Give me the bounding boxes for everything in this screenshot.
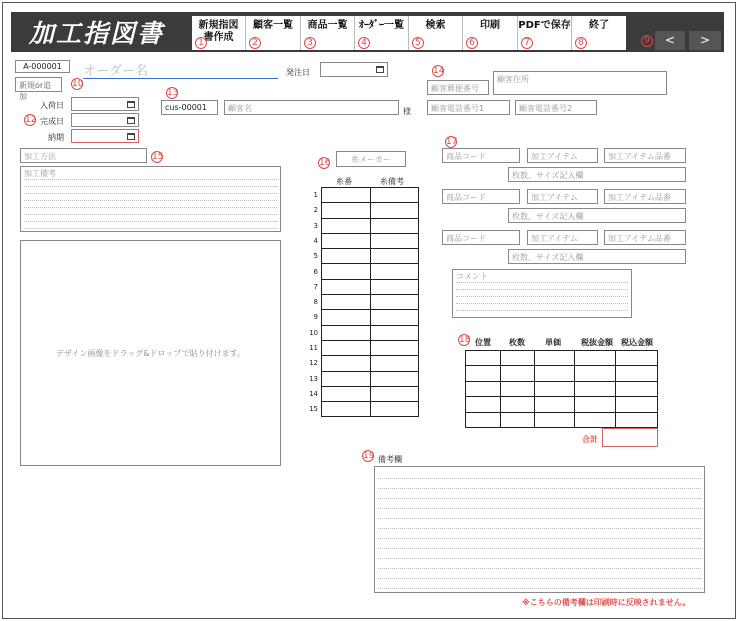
callout-5: 5 xyxy=(412,37,424,49)
thread-row-number: 11 xyxy=(309,344,318,352)
callout-3: 3 xyxy=(304,37,316,49)
pricing-cell[interactable] xyxy=(534,412,575,427)
product-code-input[interactable]: 商品コード xyxy=(442,189,520,204)
callout-16: 16 xyxy=(319,158,331,168)
pricing-cell[interactable] xyxy=(575,351,616,366)
thread-row[interactable] xyxy=(322,264,419,279)
deadline-input[interactable] xyxy=(71,129,139,143)
product-item-number-input[interactable]: 加工アイテム品番 xyxy=(604,230,686,245)
thread-row[interactable] xyxy=(322,233,419,248)
thread-notes-cell[interactable] xyxy=(370,386,419,401)
pricing-cell[interactable] xyxy=(616,366,658,381)
product-item-number-input[interactable]: 加工アイテム品番 xyxy=(604,148,686,163)
thread-notes-cell[interactable] xyxy=(370,340,419,355)
thread-notes-cell[interactable] xyxy=(370,249,419,264)
callout-7: 7 xyxy=(521,37,533,49)
order-list-button[interactable]: ｵｰﾀﾞｰ一覧 4 xyxy=(355,16,409,50)
pricing-table[interactable] xyxy=(465,350,658,428)
thread-row-number: 9 xyxy=(313,313,318,322)
thread-notes-cell[interactable] xyxy=(370,402,419,417)
thread-notes-cell[interactable] xyxy=(370,356,419,371)
order-id-field[interactable]: A-000001 xyxy=(15,60,70,73)
exit-button[interactable]: 終了 8 xyxy=(572,16,626,50)
product-code-input[interactable]: 商品コード xyxy=(442,148,520,163)
callout-15: 15 xyxy=(152,152,164,162)
pricing-cell[interactable] xyxy=(575,412,616,427)
thread-row-number: 7 xyxy=(313,282,318,291)
pricing-cell[interactable] xyxy=(534,351,575,366)
calendar-icon[interactable] xyxy=(127,101,135,108)
thread-row-number: 3 xyxy=(313,221,318,230)
remarks-note: ※こちらの備考欄は印刷時に反映されません。 xyxy=(522,598,691,607)
thread-number-cell[interactable] xyxy=(322,386,371,401)
thread-row-number: 13 xyxy=(309,374,318,383)
pricing-cell[interactable] xyxy=(534,381,575,396)
callout-13: 13 xyxy=(167,88,179,98)
callout-17: 17 xyxy=(446,137,458,147)
thread-number-cell[interactable] xyxy=(322,356,371,371)
thread-number-cell[interactable] xyxy=(322,249,371,264)
thread-row[interactable] xyxy=(322,203,419,218)
pricing-row[interactable] xyxy=(466,397,658,412)
thread-number-cell[interactable] xyxy=(322,325,371,340)
calendar-icon[interactable] xyxy=(127,117,135,124)
completion-date-input[interactable] xyxy=(71,113,139,127)
product-item-number-input[interactable]: 加工アイテム品番 xyxy=(604,189,686,204)
pricing-row[interactable] xyxy=(466,381,658,396)
thread-row-number: 14 xyxy=(309,389,318,398)
callout-4: 4 xyxy=(358,37,370,49)
order-date-label: 発注日 xyxy=(286,68,310,77)
thread-row[interactable] xyxy=(322,310,419,325)
pricing-cell[interactable] xyxy=(500,397,534,412)
design-image-dropzone[interactable]: デザイン画像をドラッグ&ドロップで貼り付けます。 xyxy=(20,240,281,466)
pricing-cell[interactable] xyxy=(575,397,616,412)
order-date-input[interactable] xyxy=(320,62,388,77)
product-item-input[interactable]: 加工アイテム xyxy=(527,148,598,163)
thread-row-number: 6 xyxy=(313,267,318,276)
total-label: 合計 xyxy=(582,435,598,444)
pricing-cell[interactable] xyxy=(616,412,658,427)
customer-phone1-input[interactable]: 顧客電話番号1 xyxy=(427,100,510,115)
thread-number-cell[interactable] xyxy=(322,188,371,203)
order-name-input[interactable]: オーダー名 xyxy=(83,60,278,79)
price-col-position: 位置 xyxy=(475,338,491,347)
print-button[interactable]: 印刷 6 xyxy=(463,16,518,50)
product-code-input[interactable]: 商品コード xyxy=(442,230,520,245)
thread-notes-cell[interactable] xyxy=(370,295,419,310)
pricing-row[interactable] xyxy=(466,351,658,366)
thread-maker-input[interactable]: 糸メーカー xyxy=(336,151,406,167)
pricing-cell[interactable] xyxy=(616,351,658,366)
callout-1: 1 xyxy=(195,37,207,49)
product-item-input[interactable]: 加工アイテム xyxy=(527,189,598,204)
price-col-qty: 枚数 xyxy=(509,338,525,347)
thread-row[interactable] xyxy=(322,279,419,294)
thread-notes-header: 糸備考 xyxy=(380,177,404,186)
customer-postal-input[interactable]: 顧客郵便番号 xyxy=(427,80,489,95)
pricing-cell[interactable] xyxy=(466,366,501,381)
callout-10: 10 xyxy=(72,79,84,89)
thread-row-number: 10 xyxy=(309,328,318,337)
thread-notes-cell[interactable] xyxy=(370,233,419,248)
pricing-cell[interactable] xyxy=(500,366,534,381)
pricing-cell[interactable] xyxy=(575,366,616,381)
save-pdf-button[interactable]: PDFで保存 7 xyxy=(518,16,572,50)
pricing-cell[interactable] xyxy=(466,381,501,396)
thread-row[interactable] xyxy=(322,295,419,310)
completion-date-label: 完成日 xyxy=(40,117,64,126)
thread-row-number: 4 xyxy=(313,236,318,245)
processing-method-input[interactable]: 加工方法 xyxy=(20,148,147,163)
callout-19: 19 xyxy=(363,451,375,461)
total-field[interactable] xyxy=(602,428,658,447)
thread-notes-cell[interactable] xyxy=(370,310,419,325)
pricing-cell[interactable] xyxy=(500,351,534,366)
thread-row-number: 8 xyxy=(313,298,318,307)
thread-row[interactable] xyxy=(322,402,419,417)
callout-12: 12 xyxy=(25,115,37,125)
product-item-input[interactable]: 加工アイテム xyxy=(527,230,598,245)
thread-number-header: 糸番 xyxy=(336,177,352,186)
thread-number-cell[interactable] xyxy=(322,310,371,325)
pricing-cell[interactable] xyxy=(466,351,501,366)
pricing-cell[interactable] xyxy=(575,381,616,396)
thread-notes-cell[interactable] xyxy=(370,203,419,218)
thread-notes-cell[interactable] xyxy=(370,264,419,279)
previous-record-button[interactable]: < xyxy=(655,31,685,50)
thread-row[interactable] xyxy=(322,249,419,264)
thread-number-cell[interactable] xyxy=(322,233,371,248)
processing-notes-textarea[interactable]: 加工備考 xyxy=(20,166,281,232)
arrival-date-input[interactable] xyxy=(71,97,139,111)
deadline-label: 納期 xyxy=(48,133,64,142)
pricing-cell[interactable] xyxy=(466,397,501,412)
customer-code-field[interactable]: cus-00001 xyxy=(161,100,218,115)
thread-row-number: 1 xyxy=(313,191,318,199)
price-col-excl-tax: 税抜金額 xyxy=(581,338,613,347)
callout-6: 6 xyxy=(466,37,478,49)
thread-number-cell[interactable] xyxy=(322,295,371,310)
thread-number-cell[interactable] xyxy=(322,279,371,294)
thread-row[interactable] xyxy=(322,356,419,371)
pricing-row[interactable] xyxy=(466,412,658,427)
thread-number-cell[interactable] xyxy=(322,264,371,279)
next-record-button[interactable]: > xyxy=(689,31,721,50)
remarks-label: 備考欄 xyxy=(378,455,402,464)
thread-notes-cell[interactable] xyxy=(370,188,419,203)
thread-row-number: 2 xyxy=(313,206,318,215)
new-order-button[interactable]: 新規指図書作成 1 xyxy=(192,16,246,50)
callout-14: 14 xyxy=(433,66,445,76)
thread-notes-cell[interactable] xyxy=(370,279,419,294)
remarks-textarea[interactable] xyxy=(374,466,705,593)
customer-address-input[interactable]: 顧客住所 xyxy=(493,71,667,95)
arrival-date-label: 入荷日 xyxy=(40,101,64,110)
pricing-cell[interactable] xyxy=(616,381,658,396)
thread-row[interactable] xyxy=(322,188,419,203)
pricing-row[interactable] xyxy=(466,366,658,381)
thread-notes-cell[interactable] xyxy=(370,371,419,386)
pricing-cell[interactable] xyxy=(534,397,575,412)
order-status-field[interactable]: 新規or追加 xyxy=(15,77,62,92)
customer-name-input[interactable]: 顧客名 xyxy=(224,100,399,115)
thread-number-cell[interactable] xyxy=(322,203,371,218)
thread-row-number: 15 xyxy=(309,405,318,414)
callout-8: 8 xyxy=(575,37,587,49)
thread-row[interactable] xyxy=(322,386,419,401)
product-qty-size-input[interactable]: 枚数、サイズ記入欄 xyxy=(508,167,686,182)
thread-row[interactable] xyxy=(322,325,419,340)
thread-number-cell[interactable] xyxy=(322,402,371,417)
pricing-cell[interactable] xyxy=(616,397,658,412)
pricing-cell[interactable] xyxy=(500,412,534,427)
pricing-cell[interactable] xyxy=(534,366,575,381)
thread-notes-cell[interactable] xyxy=(370,325,419,340)
calendar-icon[interactable] xyxy=(127,133,135,140)
thread-row[interactable] xyxy=(322,371,419,386)
price-col-incl-tax: 税込金額 xyxy=(621,338,653,347)
thread-row-number: 5 xyxy=(313,252,318,261)
calendar-icon[interactable] xyxy=(376,66,384,73)
header-bar xyxy=(11,12,724,52)
product-list-button[interactable]: 商品一覧 3 xyxy=(301,16,355,50)
thread-notes-cell[interactable] xyxy=(370,218,419,233)
app-title: 加工指図書 xyxy=(29,19,165,48)
callout-9: 9 xyxy=(641,35,653,47)
ruled-lines xyxy=(378,469,701,589)
ruled-lines xyxy=(24,173,277,229)
product-qty-size-input[interactable]: 枚数、サイズ記入欄 xyxy=(508,208,686,223)
pricing-cell[interactable] xyxy=(466,412,501,427)
thread-row-number: 12 xyxy=(309,359,318,368)
callout-18: 18 xyxy=(459,335,471,345)
product-qty-size-input[interactable]: 枚数、サイズ記入欄 xyxy=(508,249,686,264)
thread-number-cell[interactable] xyxy=(322,371,371,386)
search-button[interactable]: 検索 5 xyxy=(409,16,463,50)
customer-phone2-input[interactable]: 顧客電話番号2 xyxy=(515,100,597,115)
comment-textarea[interactable]: コメント xyxy=(452,269,632,318)
callout-2: 2 xyxy=(249,37,261,49)
honorific-label: 様 xyxy=(403,107,411,116)
ruled-lines xyxy=(456,276,628,311)
thread-number-cell[interactable] xyxy=(322,218,371,233)
thread-row[interactable] xyxy=(322,218,419,233)
thread-number-cell[interactable] xyxy=(322,340,371,355)
price-col-unit: 単価 xyxy=(545,338,561,347)
pricing-cell[interactable] xyxy=(500,381,534,396)
thread-table[interactable] xyxy=(321,187,419,417)
customer-list-button[interactable]: 顧客一覧 2 xyxy=(246,16,301,50)
thread-row[interactable] xyxy=(322,340,419,355)
